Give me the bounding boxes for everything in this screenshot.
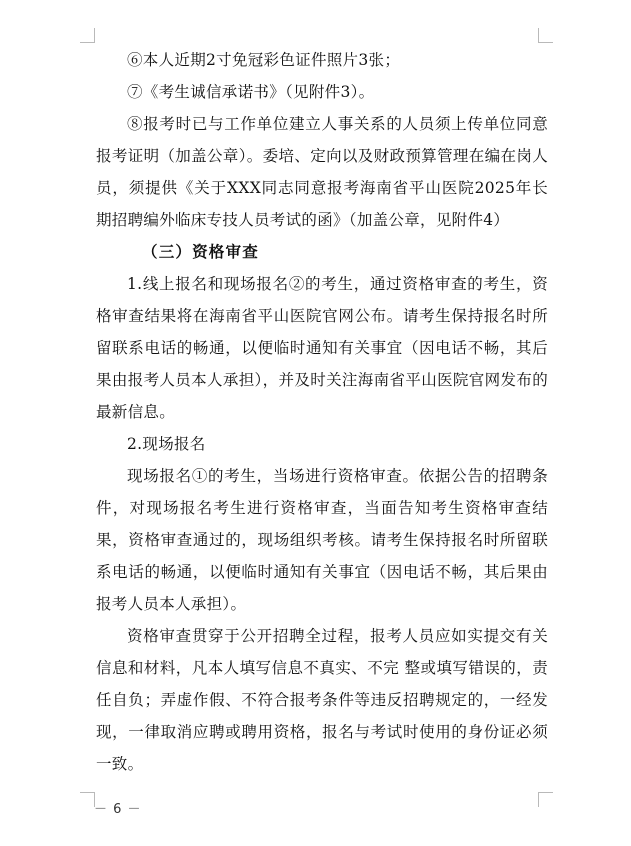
list-item-integrity-pledge: ⑦《考生诚信承诺书》（见附件3）。	[127, 83, 375, 101]
paragraph-review-policy: 资格审查贯穿于公开招聘全过程，报考人员应如实提交有关信息和材料，凡本人填写信息不真实、不完 整或填写错误的，责任自负；弄虚作假、不符合报考条件等违反招聘规定的，一经发现，一律取消应聘或聘用资格，报名与考试时使用的身份证必须一致。	[96, 627, 548, 773]
list-item-employer-consent: ⑧报考时已与工作单位建立人事关系的人员须上传单位同意报考证明（加盖公章）。委培、定向以及财政预算管理在编在岗人员，须提供《关于XXX同志同意报考海南省平山医院2025年长期招聘编外临床专技人员考试的函》（加盖公章，见附件4）	[96, 115, 548, 229]
crop-mark-bottom-left	[80, 792, 95, 807]
page-number: － 6 －	[94, 802, 142, 817]
section-heading-qualification-review: （三）资格审查	[142, 243, 259, 261]
list-item-photo: ⑥本人近期2寸免冠彩色证件照片3张；	[127, 51, 401, 69]
crop-mark-bottom-right	[538, 792, 553, 807]
paragraph-online-registration: 1.线上报名和现场报名②的考生，通过资格审查的考生，资格审查结果将在海南省平山医院官网公布。请考生保持报名时所留联系电话的畅通，以便临时通知有关事宜（因电话不畅，其后果由报考人员本人承担），并及时关注海南省平山医院官网发布的最新信息。	[96, 275, 548, 421]
subheading-onsite-registration: 2.现场报名	[127, 435, 206, 453]
crop-mark-top-right	[538, 28, 553, 43]
paragraph-onsite-registration: 现场报名①的考生，当场进行资格审查。依据公告的招聘条件，对现场报名考生进行资格审查，当面告知考生资格审查结果，资格审查通过的，现场组织考核。请考生保持报名时所留联系电话的畅通，以便临时通知有关事宜（因电话不畅，其后果由报考人员本人承担）。	[96, 467, 548, 613]
document-body	[96, 44, 548, 780]
crop-mark-top-left	[80, 28, 95, 43]
